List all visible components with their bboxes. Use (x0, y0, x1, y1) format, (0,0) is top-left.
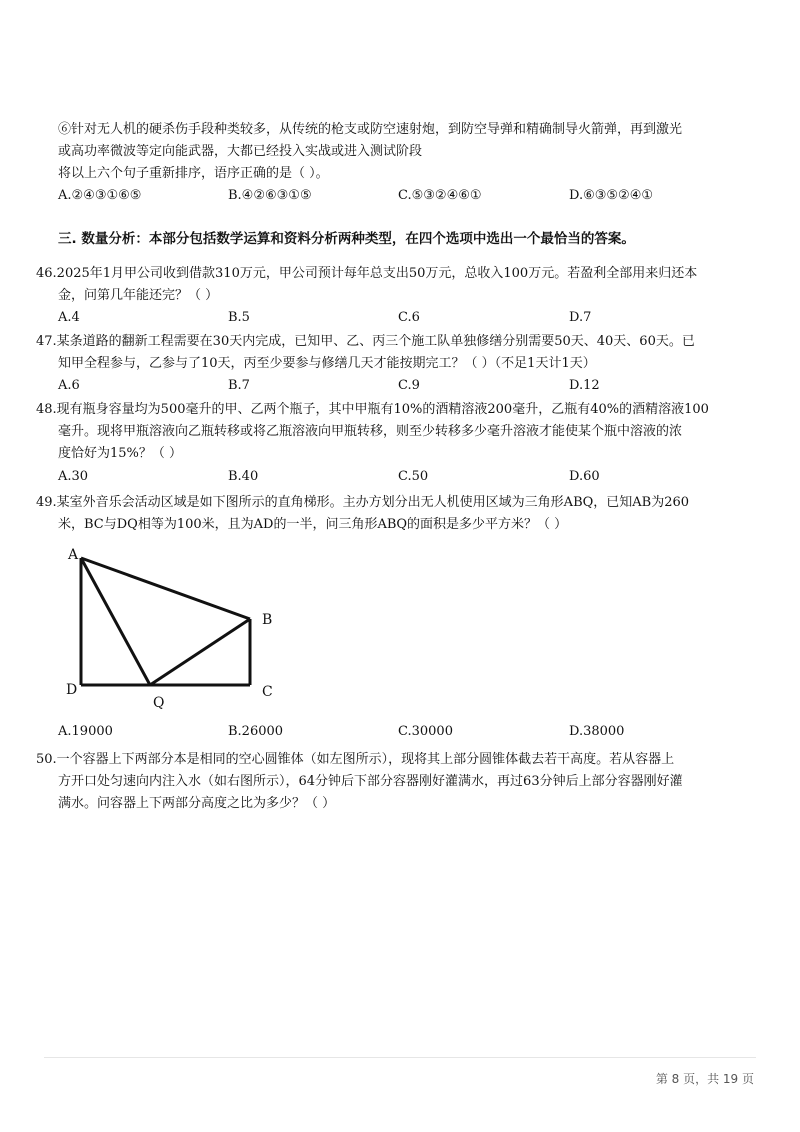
q48-line-1: 48.现有瓶身容量均为500毫升的甲、乙两个瓶子，其中甲瓶有10%的酒精溶液200毫升，乙瓶有40%的酒精溶液100 (36, 402, 709, 417)
q47-option-c: C.9 (398, 378, 420, 393)
label-c: C (262, 684, 273, 700)
q50-line-3: 满水。问容器上下两部分高度之比为多少？（ ） (58, 796, 336, 811)
passage-option-d: D.⑥③⑤②④① (569, 188, 654, 203)
passage-option-b: B.④②⑥③①⑤ (228, 188, 312, 203)
q48-line-3: 度恰好为15%？（ ） (58, 446, 183, 461)
label-a: A (68, 547, 79, 563)
edge-aq (81, 558, 150, 685)
q46-option-b: B.5 (228, 310, 250, 325)
q49-line-1: 49.某室外音乐会活动区域是如下图所示的直角梯形。主办方划分出无人机使用区域为三角形ABQ，已知AB为260 (36, 495, 690, 510)
q47-option-b: B.7 (228, 378, 250, 393)
q46-option-d: D.7 (569, 310, 592, 325)
q49-option-a: A.19000 (58, 724, 113, 739)
q49-option-c: C.30000 (398, 724, 453, 739)
q46-line-2: 金，问第几年能还完？（ ） (58, 288, 219, 303)
q48-option-b: B.40 (228, 469, 259, 484)
page-number: 第 8 页，共 19 页 (655, 1072, 754, 1086)
q46-option-c: C.6 (398, 310, 420, 325)
edge-ab (81, 558, 250, 619)
label-b: B (262, 612, 273, 628)
q46-option-a: A.4 (58, 310, 80, 325)
passage-line-1: ⑥针对无人机的硬杀伤手段种类较多，从传统的枪支或防空速射炮，到防空导弹和精确制导火箭弹，再到激光 (58, 122, 683, 137)
passage-line-2: 或高功率微波等定向能武器，大都已经投入实战或进入测试阶段 (58, 144, 423, 159)
label-d: D (66, 682, 78, 698)
passage-question: 将以上六个句子重新排序，语序正确的是（ ）。 (58, 166, 329, 181)
q48-line-2: 毫升。现将甲瓶溶液向乙瓶转移或将乙瓶溶液向甲瓶转移，则至少转移多少毫升溶液才能使某个瓶中溶液的浓 (58, 424, 683, 439)
q48-option-a: A.30 (58, 469, 89, 484)
q50-line-2: 方开口处匀速向内注入水（如右图所示），64分钟后下部分容器刚好灌满水，再过63分钟后上部分容器刚好灌 (58, 774, 683, 789)
label-q: Q (153, 695, 165, 711)
q46-line-1: 46.2025年1月甲公司收到借款310万元，甲公司预计每年总支出50万元，总收入100万元。若盈利全部用来归还本 (36, 266, 698, 281)
edge-qb (150, 619, 250, 685)
q49-option-b: B.26000 (228, 724, 284, 739)
passage-option-c: C.⑤③②④⑥① (398, 188, 482, 203)
trapezoid-figure (60, 540, 360, 715)
q48-option-c: C.50 (398, 469, 429, 484)
q47-line-2: 知甲全程参与，乙参与了10天，丙至少要参与修缮几天才能按期完工？（ ）（不足1天计1天） (58, 356, 596, 371)
q49-option-d: D.38000 (569, 724, 625, 739)
q47-option-a: A.6 (58, 378, 80, 393)
q48-option-d: D.60 (569, 469, 600, 484)
q49-line-2: 米，BC与DQ相等为100米，且为AD的一半，问三角形ABQ的面积是多少平方米？（ ） (58, 517, 568, 532)
q47-option-d: D.12 (569, 378, 600, 393)
passage-option-a: A.②④③①⑥⑤ (58, 188, 142, 203)
q50-line-1: 50.一个容器上下两部分本是相同的空心圆锥体（如左图所示），现将其上部分圆锥体截去若干高度。若从容器上 (36, 752, 675, 767)
footer-divider (44, 1057, 756, 1058)
q47-line-1: 47.某条道路的翻新工程需要在30天内完成，已知甲、乙、丙三个施工队单独修缮分别需要50天、40天、60天。已 (36, 334, 695, 349)
section-heading: 三. 数量分析：本部分包括数学运算和资料分析两种类型，在四个选项中选出一个最恰当的答案。 (58, 231, 635, 247)
